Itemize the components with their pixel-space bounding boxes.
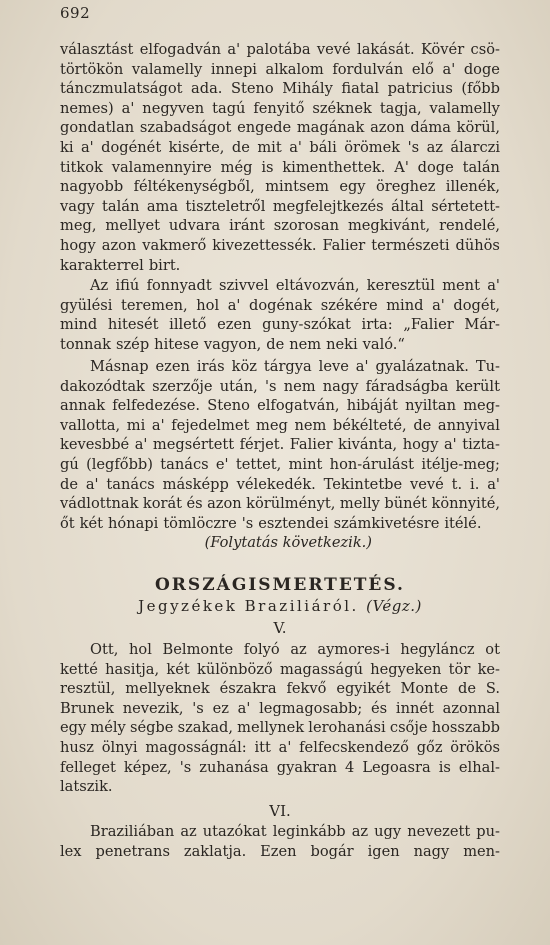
section-subtitle	[60, 597, 500, 615]
paragraph-1	[60, 40, 500, 275]
section-subtitle-text: Jegyzékek Braziliáról.	[138, 597, 359, 615]
text-line: törtökön valamelly innepi alkalom fordulván elő a' doge	[60, 60, 500, 78]
text-line: lex penetrans zaklatja. Ezen bogár igen nagy men-	[60, 842, 500, 860]
text-line: mind hitesét illető ezen guny-szókat irta: „Falier Már-	[60, 316, 500, 334]
text-line: resztül, mellyeknek északra fekvő egyikét Monte de S.	[60, 680, 500, 698]
text-line: nemes) a' negyven tagú fenyitő széknek tagja, valamelly	[60, 99, 500, 117]
section-v-paragraph	[60, 640, 500, 797]
section-number-v: V.	[273, 619, 287, 637]
text-line: tonnak szép hitese vagyon, de nem neki való.“	[60, 335, 405, 353]
text-line: egy mély ségbe szakad, mellynek lerohanási csője hosszabb	[60, 719, 500, 737]
text-line: gondatlan szabadságot engede magának azon dáma körül,	[60, 119, 500, 137]
text-line: Az ifiú fonnyadt szivvel eltávozván, keresztül ment a'	[90, 277, 500, 294]
text-line: vádlottnak korát és azon körülményt, melly bünét könnyité,	[60, 495, 500, 513]
section-number-vi: VI.	[269, 802, 291, 820]
text-line: Másnap ezen irás köz tárgya leve a' gyalázatnak. Tu-	[90, 358, 500, 375]
text-line: husz ölnyi magosságnál: itt a' felfecskendező gőz örökös	[60, 738, 500, 756]
page-number: 692	[60, 4, 91, 22]
text-line: latszik.	[60, 778, 113, 796]
text-line: ki a' dogénét kisérte, de mit a' báli örömek 's az álarczi	[60, 138, 500, 156]
text-line: gú (legfőbb) tanács e' tettet, mint hon-árulást itélje-meg;	[60, 455, 500, 473]
section-title: ORSZÁGISMERTETÉS.	[155, 575, 405, 595]
paragraph-2	[60, 276, 500, 354]
text-line: ketté hasitja, két különböző magasságú hegyeken tör ke-	[60, 660, 500, 678]
text-line: gyülési teremen, hol a' dogénak székére mind a' dogét,	[60, 296, 500, 314]
text-line: Brunek nevezik, 's ez a' legmagosabb; és innét azonnal	[60, 699, 500, 717]
section-subtitle-note: (Végz.)	[366, 597, 422, 615]
text-line: vallotta, mi a' fejedelmet meg nem békélteté, de annyival	[60, 416, 500, 434]
text-line: nagyobb féltékenységből, mintsem egy öreghez illenék,	[60, 178, 500, 196]
text-line: hogy azon vakmerő kivezettessék. Falier természeti dühös	[60, 236, 500, 254]
text-line: dakozódtak szerzője után, 's nem nagy fáradságba került	[60, 377, 500, 395]
text-line: titkok valamennyire még is kimenthettek. A' doge talán	[60, 158, 500, 176]
text-line: tánczmulatságot ada. Steno Mihály fiatal patricius (főbb	[60, 80, 500, 98]
section-vi-paragraph	[60, 822, 500, 861]
text-line: annak felfedezése. Steno elfogatván, hibáját nyiltan meg-	[60, 397, 500, 415]
text-line: kevesbbé a' megsértett férjet. Falier kivánta, hogy a' tizta-	[60, 436, 500, 454]
text-line: Ott, hol Belmonte folyó az aymores-i hegyláncz ot	[90, 641, 500, 658]
text-line: de a' tanács másképp vélekedék. Tekintetbe vevé t. i. a'	[60, 475, 500, 493]
text-line: felleget képez, 's zuhanása gyakran 4 Legoasra is elhal-	[60, 758, 500, 776]
text-line: őt két hónapi tömlöczre 's esztendei számkivetésre itélé.	[60, 514, 482, 532]
paragraph-3	[60, 357, 500, 553]
text-line: meg, mellyet udvara iránt szorosan megkivánt, rendelé,	[60, 217, 500, 235]
text-line: karakterrel birt.	[60, 256, 181, 274]
continuation-note: (Folytatás következik.)	[204, 534, 372, 552]
text-line: választást elfogadván a' palotába vevé lakását. Kövér csö-	[60, 41, 500, 58]
text-line: Braziliában az utazókat leginkább az ugy nevezett pu-	[90, 823, 500, 840]
text-line: vagy talán ama tiszteletről megfelejtkezés által sértetett-	[60, 197, 500, 215]
